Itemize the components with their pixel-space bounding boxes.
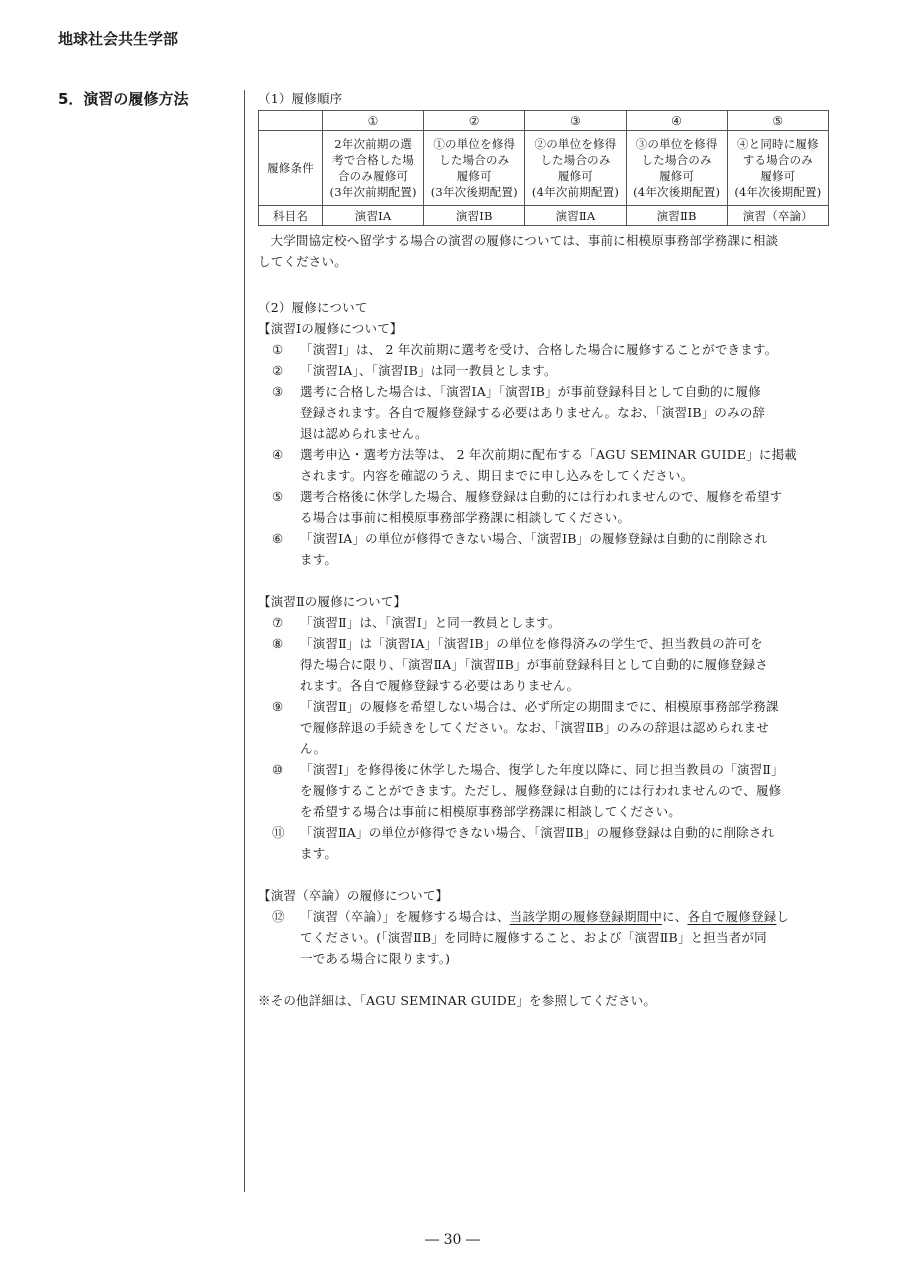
exchange-note-line: してください。: [258, 254, 347, 269]
item-number: ⑫: [272, 909, 285, 924]
list-item: [258, 612, 832, 633]
condition-line: した場合のみ: [540, 153, 611, 167]
page-number: ― 30 ―: [425, 1232, 480, 1248]
list-item: [258, 528, 832, 570]
underlined-period: 当該学期の履修登録期間中: [509, 909, 663, 924]
condition-line: (4年次後期配置): [633, 185, 721, 199]
item-number: ④: [272, 447, 284, 462]
section-content: [258, 88, 832, 1011]
faculty-header: 地球社会共生学部: [58, 30, 179, 48]
item-line: 選考に合格した場合は、「演習ⅠA」「演習ⅠB」が事前登録科目として自動的に履修: [300, 384, 761, 399]
underlined-self-register: 各自で履修登録: [687, 909, 777, 924]
item-number: ⑤: [272, 489, 284, 504]
item-number: ⑦: [272, 615, 284, 630]
condition-line: ④と同時に履修: [736, 137, 819, 151]
subject-cell: 演習ⅠB: [424, 206, 525, 226]
table-condition-row: [259, 131, 829, 206]
item-number: ②: [272, 363, 284, 378]
condition-line: 履修可: [456, 169, 492, 183]
item-number: ⑪: [272, 825, 285, 840]
section-divider: [244, 90, 245, 1192]
item-line: 退は認められません。: [300, 426, 428, 441]
item-number: ⑧: [272, 636, 284, 651]
condition-cell: [626, 131, 727, 206]
item-line: を希望する場合は事前に相模原事務部学務課に相談してください。: [300, 804, 682, 819]
condition-line: ③の単位を修得: [635, 137, 718, 151]
item-line: れます。各自で履修登録する必要はありません。: [300, 678, 580, 693]
list-item: [258, 906, 832, 969]
table-header-row: [259, 111, 829, 131]
group-title: 【演習Ⅰの履修について】: [258, 321, 403, 336]
item-line: ます。: [300, 552, 338, 567]
table-col-num: ⑤: [727, 111, 828, 131]
course-order-table: [258, 110, 829, 226]
item-line: されます。内容を確認のうえ、期日までに申し込みをしてください。: [300, 468, 694, 483]
item-line: 登録されます。各自で履修登録する必要はありません。なお、「演習ⅠB」のみの辞: [300, 405, 766, 420]
condition-row-label: 履修条件: [259, 131, 323, 206]
item-number: ⑩: [272, 762, 284, 777]
list-item: [258, 486, 832, 528]
item-line: 選考合格後に休学した場合、履修登録は自動的には行われませんので、履修を希望す: [300, 489, 783, 504]
condition-cell: [323, 131, 424, 206]
item-number: ⑥: [272, 531, 284, 546]
condition-line: した場合のみ: [641, 153, 712, 167]
subject-cell: 演習ⅡB: [626, 206, 727, 226]
text-run: 「演習（卒論）」を履修する場合は、: [300, 909, 510, 924]
condition-line: (3年次前期配置): [329, 185, 417, 199]
item-line: [300, 906, 832, 927]
list-item: [258, 381, 832, 444]
item-number: ③: [272, 384, 284, 399]
list-item: [258, 822, 832, 864]
table-col-num: ④: [626, 111, 727, 131]
table-subject-row: [259, 206, 829, 226]
condition-line: 2年次前期の選: [334, 137, 412, 151]
group-title: 【演習（卒論）の履修について】: [258, 888, 449, 903]
condition-line: する場合のみ: [742, 153, 813, 167]
list-item: [258, 339, 832, 360]
list-item: [258, 444, 832, 486]
table-col-num: ③: [525, 111, 626, 131]
item-line: 「演習ⅠA」の単位が修得できない場合、「演習ⅠB」の履修登録は自動的に削除され: [300, 531, 768, 546]
item-line: ます。: [300, 846, 338, 861]
condition-cell: [525, 131, 626, 206]
condition-cell: [727, 131, 828, 206]
condition-line: 履修可: [659, 169, 695, 183]
item-line: 「演習Ⅰ」を修得後に休学した場合、復学した年度以降に、同じ担当教員の「演習Ⅱ」: [300, 762, 784, 777]
list-item: [258, 696, 832, 759]
exchange-note-line: 大学間協定校へ留学する場合の演習の履修については、事前に相模原事務部学務課に相談: [270, 233, 779, 248]
item-line: てください。(「演習ⅡB」を同時に履修すること、および「演習ⅡB」と担当者が同: [300, 930, 767, 945]
item-line: で履修辞退の手続きをしてください。なお、「演習ⅡB」のみの辞退は認められませ: [300, 720, 770, 735]
subject-cell: 演習ⅡA: [525, 206, 626, 226]
item-line: を履修することができます。ただし、履修登録は自動的には行われませんので、履修: [300, 783, 782, 798]
condition-line: した場合のみ: [439, 153, 510, 167]
item-line: 「演習Ⅱ」の履修を希望しない場合は、必ず所定の期間までに、相模原事務部学務課: [300, 699, 779, 714]
item-line: 「演習Ⅰ」は、 2 年次前期に選考を受け、合格した場合に履修することができます。: [300, 342, 778, 357]
condition-line: 履修可: [557, 169, 594, 183]
group-title: 【演習Ⅱの履修について】: [258, 594, 407, 609]
item-line: 「演習ⅠA」、「演習ⅠB」は同一教員とします。: [300, 363, 557, 378]
text-run: に、: [662, 909, 688, 924]
condition-cell: [424, 131, 525, 206]
condition-line: 合のみ履修可: [337, 169, 409, 183]
table-corner-cell: [259, 111, 323, 131]
list-item: [258, 633, 832, 696]
item-line: ん。: [300, 741, 327, 756]
item-line: 「演習Ⅱ」は、「演習Ⅰ」と同一教員とします。: [300, 615, 561, 630]
condition-line: ②の単位を修得: [534, 137, 617, 151]
condition-line: (4年次前期配置): [531, 185, 620, 199]
footnote: ※その他詳細は、「AGU SEMINAR GUIDE」を参照してください。: [258, 993, 657, 1008]
item-line: 「演習Ⅱ」は「演習ⅠA」「演習ⅠB」の単位を修得済みの学生で、担当教員の許可を: [300, 636, 763, 651]
subject-cell: 演習ⅠA: [323, 206, 424, 226]
item-number: ⑨: [272, 699, 284, 714]
condition-line: (4年次後期配置): [734, 185, 822, 199]
text-run: し: [776, 909, 790, 924]
item-line: る場合は事前に相模原事務部学務課に相談してください。: [300, 510, 631, 525]
condition-line: 履修可: [760, 169, 796, 183]
list-item: [258, 360, 832, 381]
list-item: [258, 759, 832, 822]
subject-cell: 演習（卒論）: [727, 206, 828, 226]
condition-line: ①の単位を修得: [433, 137, 516, 151]
part1-heading: （1）履修順序: [258, 91, 343, 106]
item-line: 「演習ⅡA」の単位が修得できない場合、「演習ⅡB」の履修登録は自動的に削除され: [300, 825, 775, 840]
subject-row-label: 科目名: [259, 206, 323, 226]
item-line: 一である場合に限ります。): [300, 951, 451, 966]
table-col-num: ②: [424, 111, 525, 131]
section-title: 5．演習の履修方法: [58, 90, 189, 108]
condition-line: (3年次後期配置): [430, 185, 518, 199]
item-line: 得た場合に限り、「演習ⅡA」「演習ⅡB」が事前登録科目として自動的に履修登録さ: [300, 657, 769, 672]
table-col-num: ①: [323, 111, 424, 131]
item-line: 選考申込・選考方法等は、 2 年次前期に配布する「AGU SEMINAR GUIDE」に掲載: [300, 447, 798, 462]
item-number: ①: [272, 342, 284, 357]
part2-heading: （2）履修について: [258, 300, 368, 315]
condition-line: 考で合格した場: [332, 153, 415, 167]
